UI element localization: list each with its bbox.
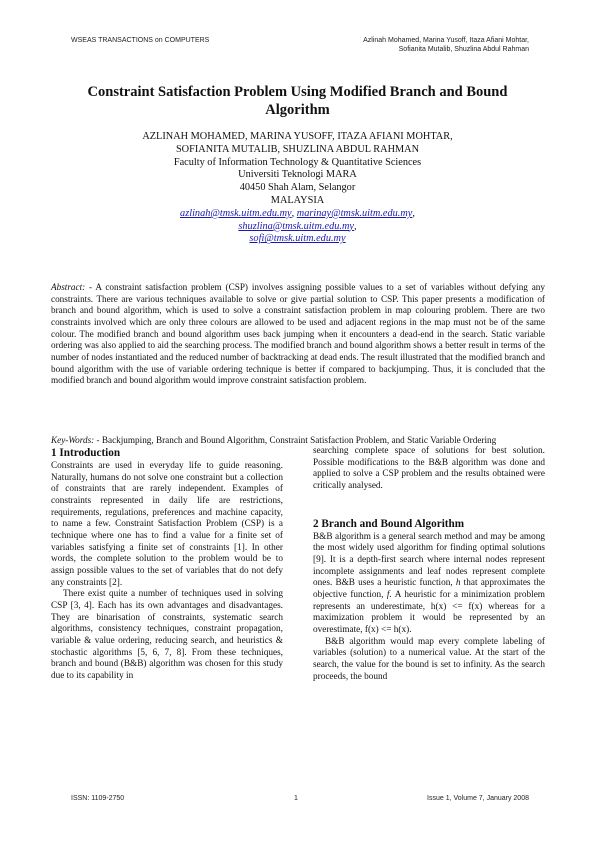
bb-p1-part-b: that approximates the objective function, bbox=[313, 578, 545, 600]
section-heading-branch-and-bound: 2 Branch and Bound Algorithm bbox=[313, 517, 465, 530]
email-line1: azlinah@tmsk.uitm.edu.my, marinay@tmsk.uitm.edu.my, bbox=[180, 207, 415, 219]
bb-paragraph-2: B&B algorithm would map every complete labeling of variables (solution) to a numerical value. At the start of the search, the value for the bound is set to infinity. As the search proceeds, the bound bbox=[313, 636, 545, 682]
section-spacer bbox=[313, 493, 545, 517]
email-link-sofi[interactable]: sofi@tmsk.uitm.edu.my bbox=[249, 233, 346, 245]
abstract-text: A constraint satisfaction problem (CSP) involves assigning possible values to a set of variables without defying any constraints. There are various techniques available to solve or give partial solution to CSP. This paper presents a modification of branch and bound algorithm, which is used to solve a constraint satisfaction problem in map colouring problem. There are two constraints involved which are only three colours are allowed to be used and adjacent regions in the map must not be of the same colour. The modified branch and bound algorithm uses back jumping when it encounters a dead-end in the search. Static variable ordering was also applied to aid the searching process. The modified branch and bound algorithm shows a better result in terms of the number of nodes instantiated and the reduced number of backtracking at dead ends. The result illustrated that the modified branch and bound algorithm with the use of variable ordering technique is better if compared to backjumping. Thus, it is concluded that the modified branch and bound algorithm would improve constraint satisfaction problem. bbox=[51, 282, 545, 386]
footer-issue: Issue 1, Volume 7, January 2008 bbox=[427, 795, 529, 802]
affiliation-faculty: Faculty of Information Technology & Quantitative Sciences bbox=[173, 156, 422, 168]
keywords bbox=[51, 435, 545, 447]
footer-page-number: 1 bbox=[294, 795, 298, 802]
keywords-text: Backjumping, Branch and Bound Algorithm, Constraint Satisfaction Problem, and Static Variable Ordering bbox=[101, 435, 497, 445]
intro-paragraph-3: searching complete space of solutions for best solution. Possible modifications to the B&B algorithm was done and applied to solve a CSP problem and the results obtained were critically analysed. bbox=[313, 446, 545, 491]
abstract bbox=[51, 282, 545, 387]
running-header-authors-line1: Azlinah Mohamed, Marina Yusoff, Itaza Afiani Mohtar, bbox=[363, 37, 529, 44]
author-names-line2: SOFIANITA MUTALIB, SHUZLINA ABDUL RAHMAN bbox=[175, 143, 420, 155]
affiliation-country: MALAYSIA bbox=[270, 194, 325, 206]
author-block bbox=[60, 131, 535, 246]
intro-paragraph-2: There exist quite a number of techniques used in solving CSP [3, 4]. Each has its own advantages and disadvantages. They are binarisation of constraints, systematic search algorithms, consistency techniques, constraint propagation, variable & value ordering, reducing search, and heuristics & stochastic algorithms [5, 6, 7, 8]. From these techniques, branch and bound (B&B) algorithm was chosen for this study due to its capability in bbox=[51, 589, 283, 681]
bb-p1-f: f. bbox=[386, 589, 392, 600]
running-header-authors-line2: Sofianita Mutalib, Shuzlina Abdul Rahman bbox=[398, 45, 529, 53]
email-line2: shuzlina@tmsk.uitm.edu.my, bbox=[238, 220, 357, 232]
keywords-label: Key-Words: - bbox=[51, 435, 100, 445]
email-link-marinay[interactable]: marinay@tmsk.uitm.edu.my bbox=[296, 207, 413, 219]
affiliation-university: Universiti Teknologi MARA bbox=[238, 169, 357, 181]
running-header-authors bbox=[299, 37, 529, 54]
running-header-journal: WSEAS TRANSACTIONS on COMPUTERS bbox=[71, 37, 210, 44]
bb-p1-part-c: A heuristic for a minimization problem represents an underestimate, h(x) <= f(x) whereas for a maximization problem it would be represented by an overestimate, f(x) <= h(x). bbox=[313, 589, 545, 635]
right-column bbox=[313, 446, 545, 683]
abstract-label: Abstract: - bbox=[51, 282, 93, 292]
paper-title: Constraint Satisfaction Problem Using Modified Branch and Bound Algorithm bbox=[87, 84, 508, 118]
affiliation-address: 40450 Shah Alam, Selangor bbox=[239, 182, 356, 194]
section-heading-introduction: 1 Introduction bbox=[51, 447, 121, 459]
footer-issn: ISSN: 1109-2750 bbox=[71, 795, 125, 802]
bb-p1-h: h bbox=[455, 578, 461, 589]
bb-paragraph-1 bbox=[313, 532, 545, 637]
email-link-azlinah[interactable]: azlinah@tmsk.uitm.edu.my bbox=[180, 207, 292, 219]
email-link-shuzlina[interactable]: shuzlina@tmsk.uitm.edu.my bbox=[238, 220, 354, 232]
left-column bbox=[51, 446, 283, 682]
author-names-line1: AZLINAH MOHAMED, MARINA YUSOFF, ITAZA AFIANI MOHTAR, bbox=[142, 131, 453, 142]
email-line3 bbox=[60, 233, 535, 246]
intro-paragraph-1: Constraints are used in everyday life to guide reasoning. Naturally, humans do not solve one constraint but a collection of constraints that are rarely independent. Examples of constraints represented in daily life are restrictions, requirements, regulations, preferences and machine capacity, to name a few. Constraint Satisfaction Problem (CSP) is a technique where one has to find a value for a finite set of variables satisfying a finite set of constraints [1]. In other words, the complete solution to the problem would be to assign possible values to the set of variables that do not defy any constraints [2]. bbox=[51, 461, 283, 588]
bb-p1-part-a: B&B algorithm is a general search method and may be among the most widely used algorithm for finding optimal solutions [9]. It is a depth-first search where internal nodes represent incomplete assignments and leaf nodes represent complete ones. B&B uses a heuristic function, bbox=[313, 531, 545, 589]
